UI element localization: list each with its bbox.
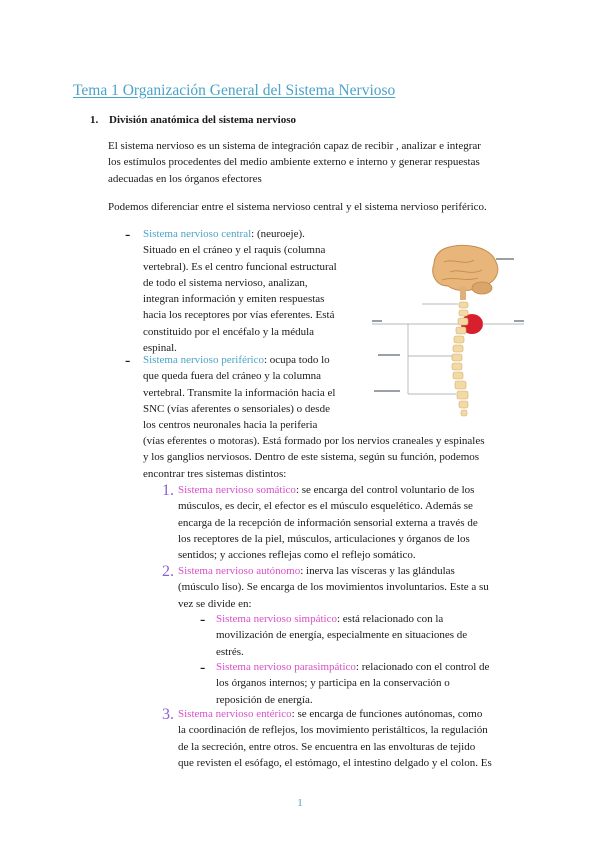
section-heading-text: División anatómica del sistema nervioso	[109, 114, 296, 126]
bullet-dash: -	[125, 352, 131, 369]
bullet-line: integran información y emiten respuestas	[143, 293, 325, 306]
list-first-rest: : inerva las vísceras y las glándulas	[300, 565, 455, 577]
list-first-line	[178, 482, 526, 498]
bullet-line: Situado en el cráneo y el raquis (columna	[143, 244, 326, 257]
list-line: los receptores de la piel, músculos, articulaciones y órganos de los	[178, 532, 470, 545]
tail-line: (vías eferentes o motoras). Está formado por los nervios craneales y espinales	[143, 435, 485, 447]
sub-line: los órganos internos; y participa en la conservación o	[216, 677, 450, 690]
term-somatic: Sistema nervioso somático	[178, 484, 296, 496]
sub-line: estrés.	[216, 645, 244, 658]
sub-first-line	[216, 611, 526, 627]
page-title: Tema 1 Organización General del Sistema Nervioso	[73, 82, 396, 99]
term-central: Sistema nervioso central	[143, 228, 252, 240]
bullet-first-line	[143, 352, 361, 368]
list-first-rest: : se encarga del control voluntario de los	[295, 484, 475, 496]
list-line: que revisten el esófago, el estómago, el intestino delgado y el colon. Es	[178, 756, 492, 769]
bullet-first-rest: : ocupa todo lo	[263, 354, 330, 366]
list-number: 2.	[162, 563, 174, 580]
sub-first-rest: : relacionado con el control de	[355, 661, 490, 673]
bullet-line: constituido por el encéfalo y la médula	[143, 325, 315, 338]
system-autonomic	[162, 563, 526, 612]
sub-first-line	[216, 659, 526, 675]
bullet-dash: -	[125, 226, 131, 243]
bullet-line: vertebral). Es el centro funcional estructural	[143, 260, 337, 273]
section-number: 1.	[90, 114, 99, 126]
sub-line: reposición de energía.	[216, 693, 313, 706]
list-line: encarga de la recepción de información sensorial externa a través de	[178, 516, 478, 529]
intro-paragraph	[108, 138, 526, 187]
sub-dash: -	[200, 611, 206, 628]
sub-first-rest: : está relacionado con la	[336, 613, 444, 625]
list-number: 3.	[162, 706, 174, 723]
list-first-line	[178, 706, 526, 722]
nervous-system-svg	[368, 244, 528, 422]
list-line: músculos, es decir, el efector es el músculo esquelético. Además se	[178, 500, 473, 513]
sub-parasympathetic	[200, 659, 526, 708]
list-line: la coordinación de reflejos, los movimiento peristálticos, la regulación	[178, 724, 488, 737]
bullet-line: vertebral. Transmite la información hacia el	[143, 386, 336, 399]
list-number: 1.	[162, 482, 174, 499]
page-number: 1	[297, 797, 303, 809]
system-enteric	[162, 706, 526, 771]
bullet-line: hacia los receptores por vías eferentes. Está	[143, 309, 335, 322]
list-line: vez se divide en:	[178, 597, 252, 610]
list-line: (músculo liso). Se encarga de los movimientos involuntarios. Este a su	[178, 581, 489, 594]
bullet-peripheral	[125, 352, 361, 433]
sub-line: movilización de energía, especialmente en situaciones de	[216, 629, 468, 642]
bullet-line: espinal.	[143, 342, 177, 355]
term-autonomic: Sistema nervioso autónomo	[178, 565, 301, 577]
tail-line: y los ganglios nerviosos. Dentro de este sistema, según su función, podemos	[143, 451, 480, 464]
bullet-line: SNC (vías aferentes o sensoriales) o desde	[143, 402, 330, 415]
bullet-first-rest: : (neuroeje).	[251, 228, 305, 240]
list-line: sentidos; y acciones reflejas como el reflejo somático.	[178, 549, 416, 562]
tail-line: encontrar tres sistemas distintos:	[143, 467, 287, 480]
list-line: de la secreción, entre otros. Se encuentra en las envolturas de tejido	[178, 740, 476, 753]
sub-dash: -	[200, 659, 206, 676]
term-parasympathetic: Sistema nervioso parasimpático	[216, 661, 356, 673]
bullet-central	[125, 226, 361, 356]
intro-line: El sistema nervioso es un sistema de integración capaz de recibir , analizar e integrar	[108, 140, 481, 152]
term-peripheral: Sistema nervioso periférico	[143, 354, 264, 366]
system-somatic	[162, 482, 526, 563]
peripheral-tail	[143, 433, 526, 482]
intro-line: adecuadas en los órganos efectores	[108, 172, 262, 185]
nervous-system-diagram-icon	[368, 244, 528, 422]
bullet-line: de todo el sistema nervioso, analizan,	[143, 276, 308, 289]
intro-line: los estímulos procedentes del medio ambiente externo e interno y generar respuestas	[108, 156, 480, 169]
sub-sympathetic	[200, 611, 526, 660]
term-sympathetic: Sistema nervioso simpático	[216, 613, 337, 625]
section-heading	[90, 114, 296, 126]
bullet-line: que queda fuera del cráneo y la columna	[143, 370, 322, 383]
term-enteric: Sistema nervioso entérico	[178, 708, 292, 720]
list-first-line	[178, 563, 526, 579]
bullet-first-line	[143, 226, 361, 242]
list-first-rest: : se encarga de funciones autónomas, como	[291, 708, 483, 720]
differentiate-paragraph: Podemos diferenciar entre el sistema nervioso central y el sistema nervioso periférico.	[108, 201, 487, 213]
bullet-line: los centros neuronales hacia la periferia	[143, 419, 318, 432]
